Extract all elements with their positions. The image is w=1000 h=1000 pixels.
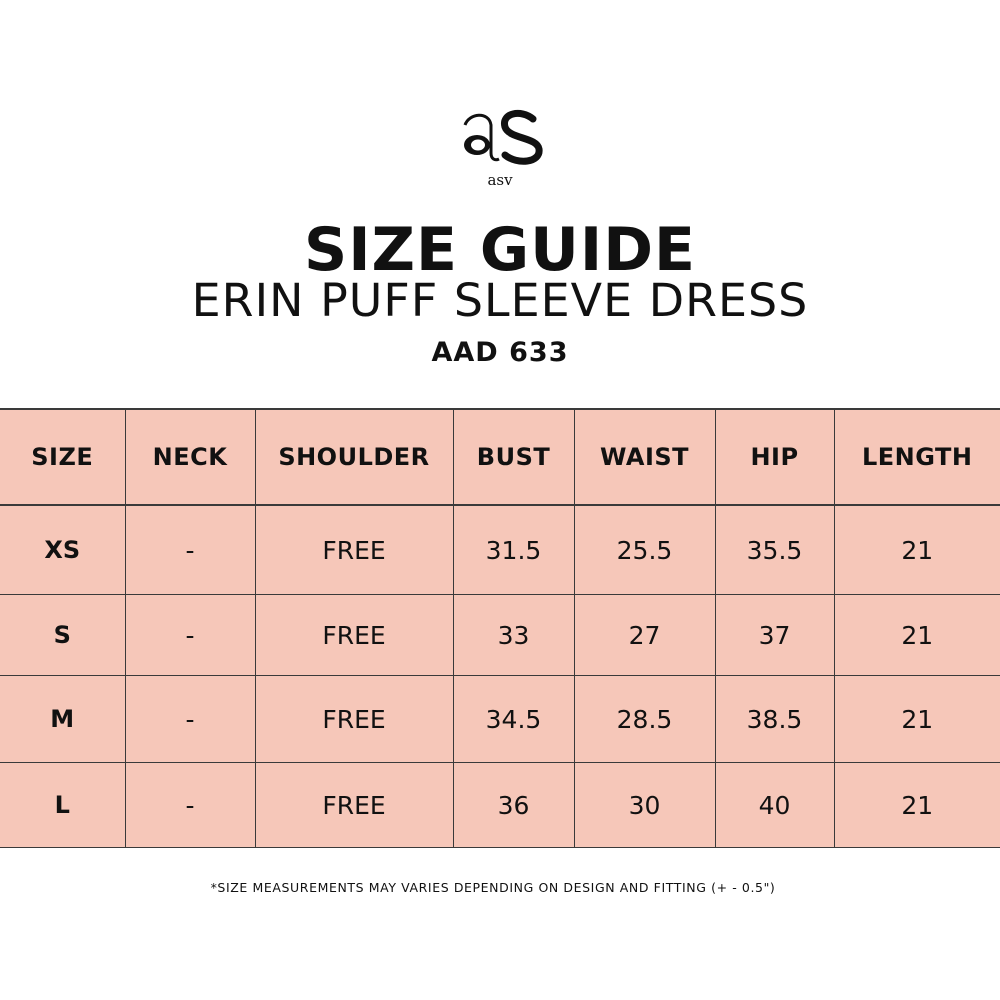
- page-title: SIZE GUIDE: [303, 215, 696, 285]
- table-row: [0, 505, 1000, 595]
- bust-cell: 36: [453, 763, 574, 848]
- size-cell: S: [0, 595, 125, 676]
- waist-cell: 28.5: [574, 676, 715, 763]
- brand-logo: [455, 105, 545, 190]
- neck-cell: -: [125, 505, 255, 595]
- size-cell: XS: [0, 505, 125, 595]
- column-header-size: SIZE: [0, 409, 125, 505]
- asv-logo-mark: [455, 105, 545, 190]
- bust-cell: 33: [453, 595, 574, 676]
- shoulder-cell: FREE: [255, 505, 453, 595]
- hip-cell: 35.5: [715, 505, 834, 595]
- waist-cell: 27: [574, 595, 715, 676]
- neck-cell: -: [125, 595, 255, 676]
- table-row: [0, 676, 1000, 763]
- column-header-length: LENGTH: [834, 409, 1000, 505]
- hip-cell: 37: [715, 595, 834, 676]
- logo-text: asv: [487, 171, 513, 189]
- shoulder-cell: FREE: [255, 595, 453, 676]
- neck-cell: -: [125, 676, 255, 763]
- shoulder-cell: FREE: [255, 763, 453, 848]
- bust-cell: 31.5: [453, 505, 574, 595]
- column-header-shoulder: SHOULDER: [255, 409, 453, 505]
- table-row: [0, 595, 1000, 676]
- product-name: ERIN PUFF SLEEVE DRESS: [191, 274, 809, 327]
- header-row: [0, 409, 1000, 505]
- size-cell: M: [0, 676, 125, 763]
- waist-cell: 25.5: [574, 505, 715, 595]
- size-cell: L: [0, 763, 125, 848]
- hip-cell: 38.5: [715, 676, 834, 763]
- table-row: [0, 763, 1000, 848]
- size-chart-table: [0, 408, 1000, 848]
- length-cell: 21: [834, 505, 1000, 595]
- column-header-neck: NECK: [125, 409, 255, 505]
- column-header-waist: WAIST: [574, 409, 715, 505]
- length-cell: 21: [834, 595, 1000, 676]
- bust-cell: 34.5: [453, 676, 574, 763]
- hip-cell: 40: [715, 763, 834, 848]
- neck-cell: -: [125, 763, 255, 848]
- column-header-bust: BUST: [453, 409, 574, 505]
- measurement-disclaimer: *SIZE MEASUREMENTS MAY VARIES DEPENDING ON DESIGN AND FITTING (+ - 0.5"): [210, 880, 776, 895]
- shoulder-cell: FREE: [255, 676, 453, 763]
- column-header-hip: HIP: [715, 409, 834, 505]
- length-cell: 21: [834, 676, 1000, 763]
- product-code: AAD 633: [431, 337, 569, 368]
- waist-cell: 30: [574, 763, 715, 848]
- length-cell: 21: [834, 763, 1000, 848]
